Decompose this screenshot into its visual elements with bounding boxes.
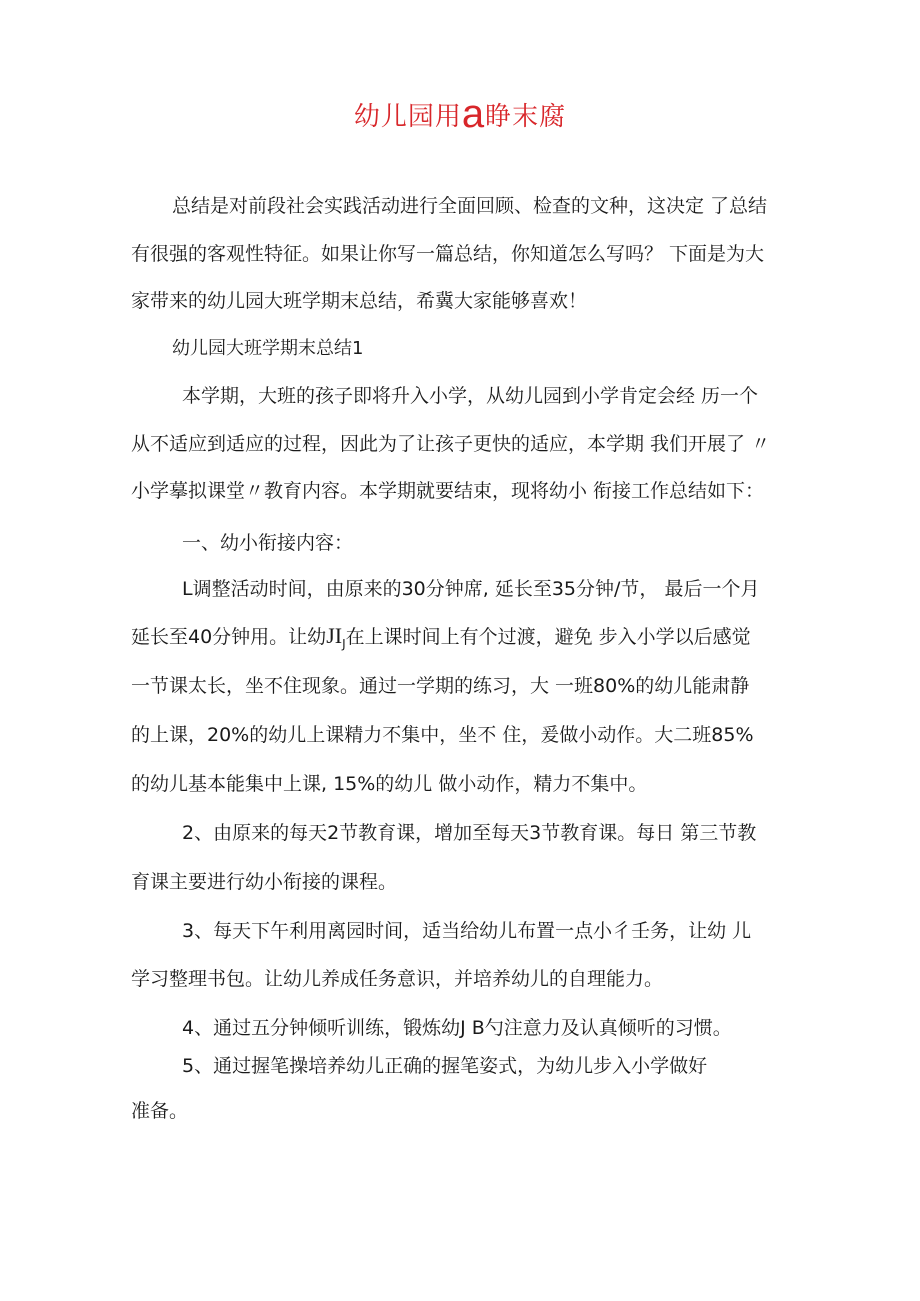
title-prefix: 幼儿园用 <box>353 102 462 132</box>
intro-line: 有很强的客观性特征。如果让你写一篇总结，你知道怎么写吗？ 下面是为大 <box>131 243 765 265</box>
paragraph-line: 本学期，大班的孩子即将升入小学，从幼儿园到小学肯定会经 历一个 <box>182 385 759 407</box>
item5-line: 5、通过握笔操培养幼儿正确的握笔姿式，为幼儿步入小学做好 <box>182 1055 708 1077</box>
item1-line: L调整活动时间，由原来的30分钟席, 延长至35分钟/节， 最后一个月 <box>182 578 760 600</box>
item1-line: 一节课太长，坐不住现象。通过一学期的练习，大 一班80%的幼儿能肃静 <box>131 675 750 697</box>
garbled-jj: JI <box>326 623 343 648</box>
item1-line2-end: 在上课时间上有个过渡，避免 步入小学以后感觉 <box>345 626 751 648</box>
section-heading: 幼儿园大班学期末总结1 <box>172 338 364 359</box>
heading-one: 一、幼小衔接内容： <box>182 532 354 554</box>
item1-line: 的幼儿基本能集中上课, 15%的幼儿 做小动作，精力不集中。 <box>131 773 648 795</box>
title-letter: a <box>461 92 486 136</box>
item4-line: 4、通过五分钟倾听训练，锻炼幼J B勺注意力及认真倾听的习惯。 <box>182 1017 732 1039</box>
paragraph-line: 小学摹拟课堂〃教育内容。本学期就要结束，现将幼小 衔接工作总结如下： <box>131 480 765 502</box>
paragraph-line: 从不适应到适应的过程，因此为了让孩子更快的适应，本学期 我们开展了 〃 <box>131 433 771 455</box>
document-title <box>0 92 920 136</box>
item1-line <box>131 623 751 657</box>
item3-line: 3、每天下午利用离园时间，适当给幼儿布置一点小彳壬务，让幼 儿 <box>182 920 752 942</box>
item3-line: 学习整理书包。让幼儿养成任务意识，并培养幼儿的自理能力。 <box>131 968 664 990</box>
item1-line2-start: 延长至40分钟用。让幼 <box>131 626 327 648</box>
item5-line: 准备。 <box>131 1100 189 1122</box>
intro-line: 家带来的幼儿园大班学期末总结，希冀大家能够喜欢！ <box>131 290 588 312</box>
title-suffix: 睁末腐 <box>485 102 567 132</box>
item1-line: 的上课，20%的幼儿上课精力不集中，坐不 住，爰做小动作。大二班85% <box>131 724 754 746</box>
item2-line: 2、由原来的每天2节教育课，增加至每天3节教育课。每日 第三节教 <box>182 822 757 844</box>
garbled-sub: J <box>342 637 346 651</box>
item2-line: 育课主要进行幼小衔接的课程。 <box>131 871 398 893</box>
intro-line: 总结是对前段社会实践活动进行全面回顾、检查的文种，这决定 了总结 <box>172 195 768 217</box>
